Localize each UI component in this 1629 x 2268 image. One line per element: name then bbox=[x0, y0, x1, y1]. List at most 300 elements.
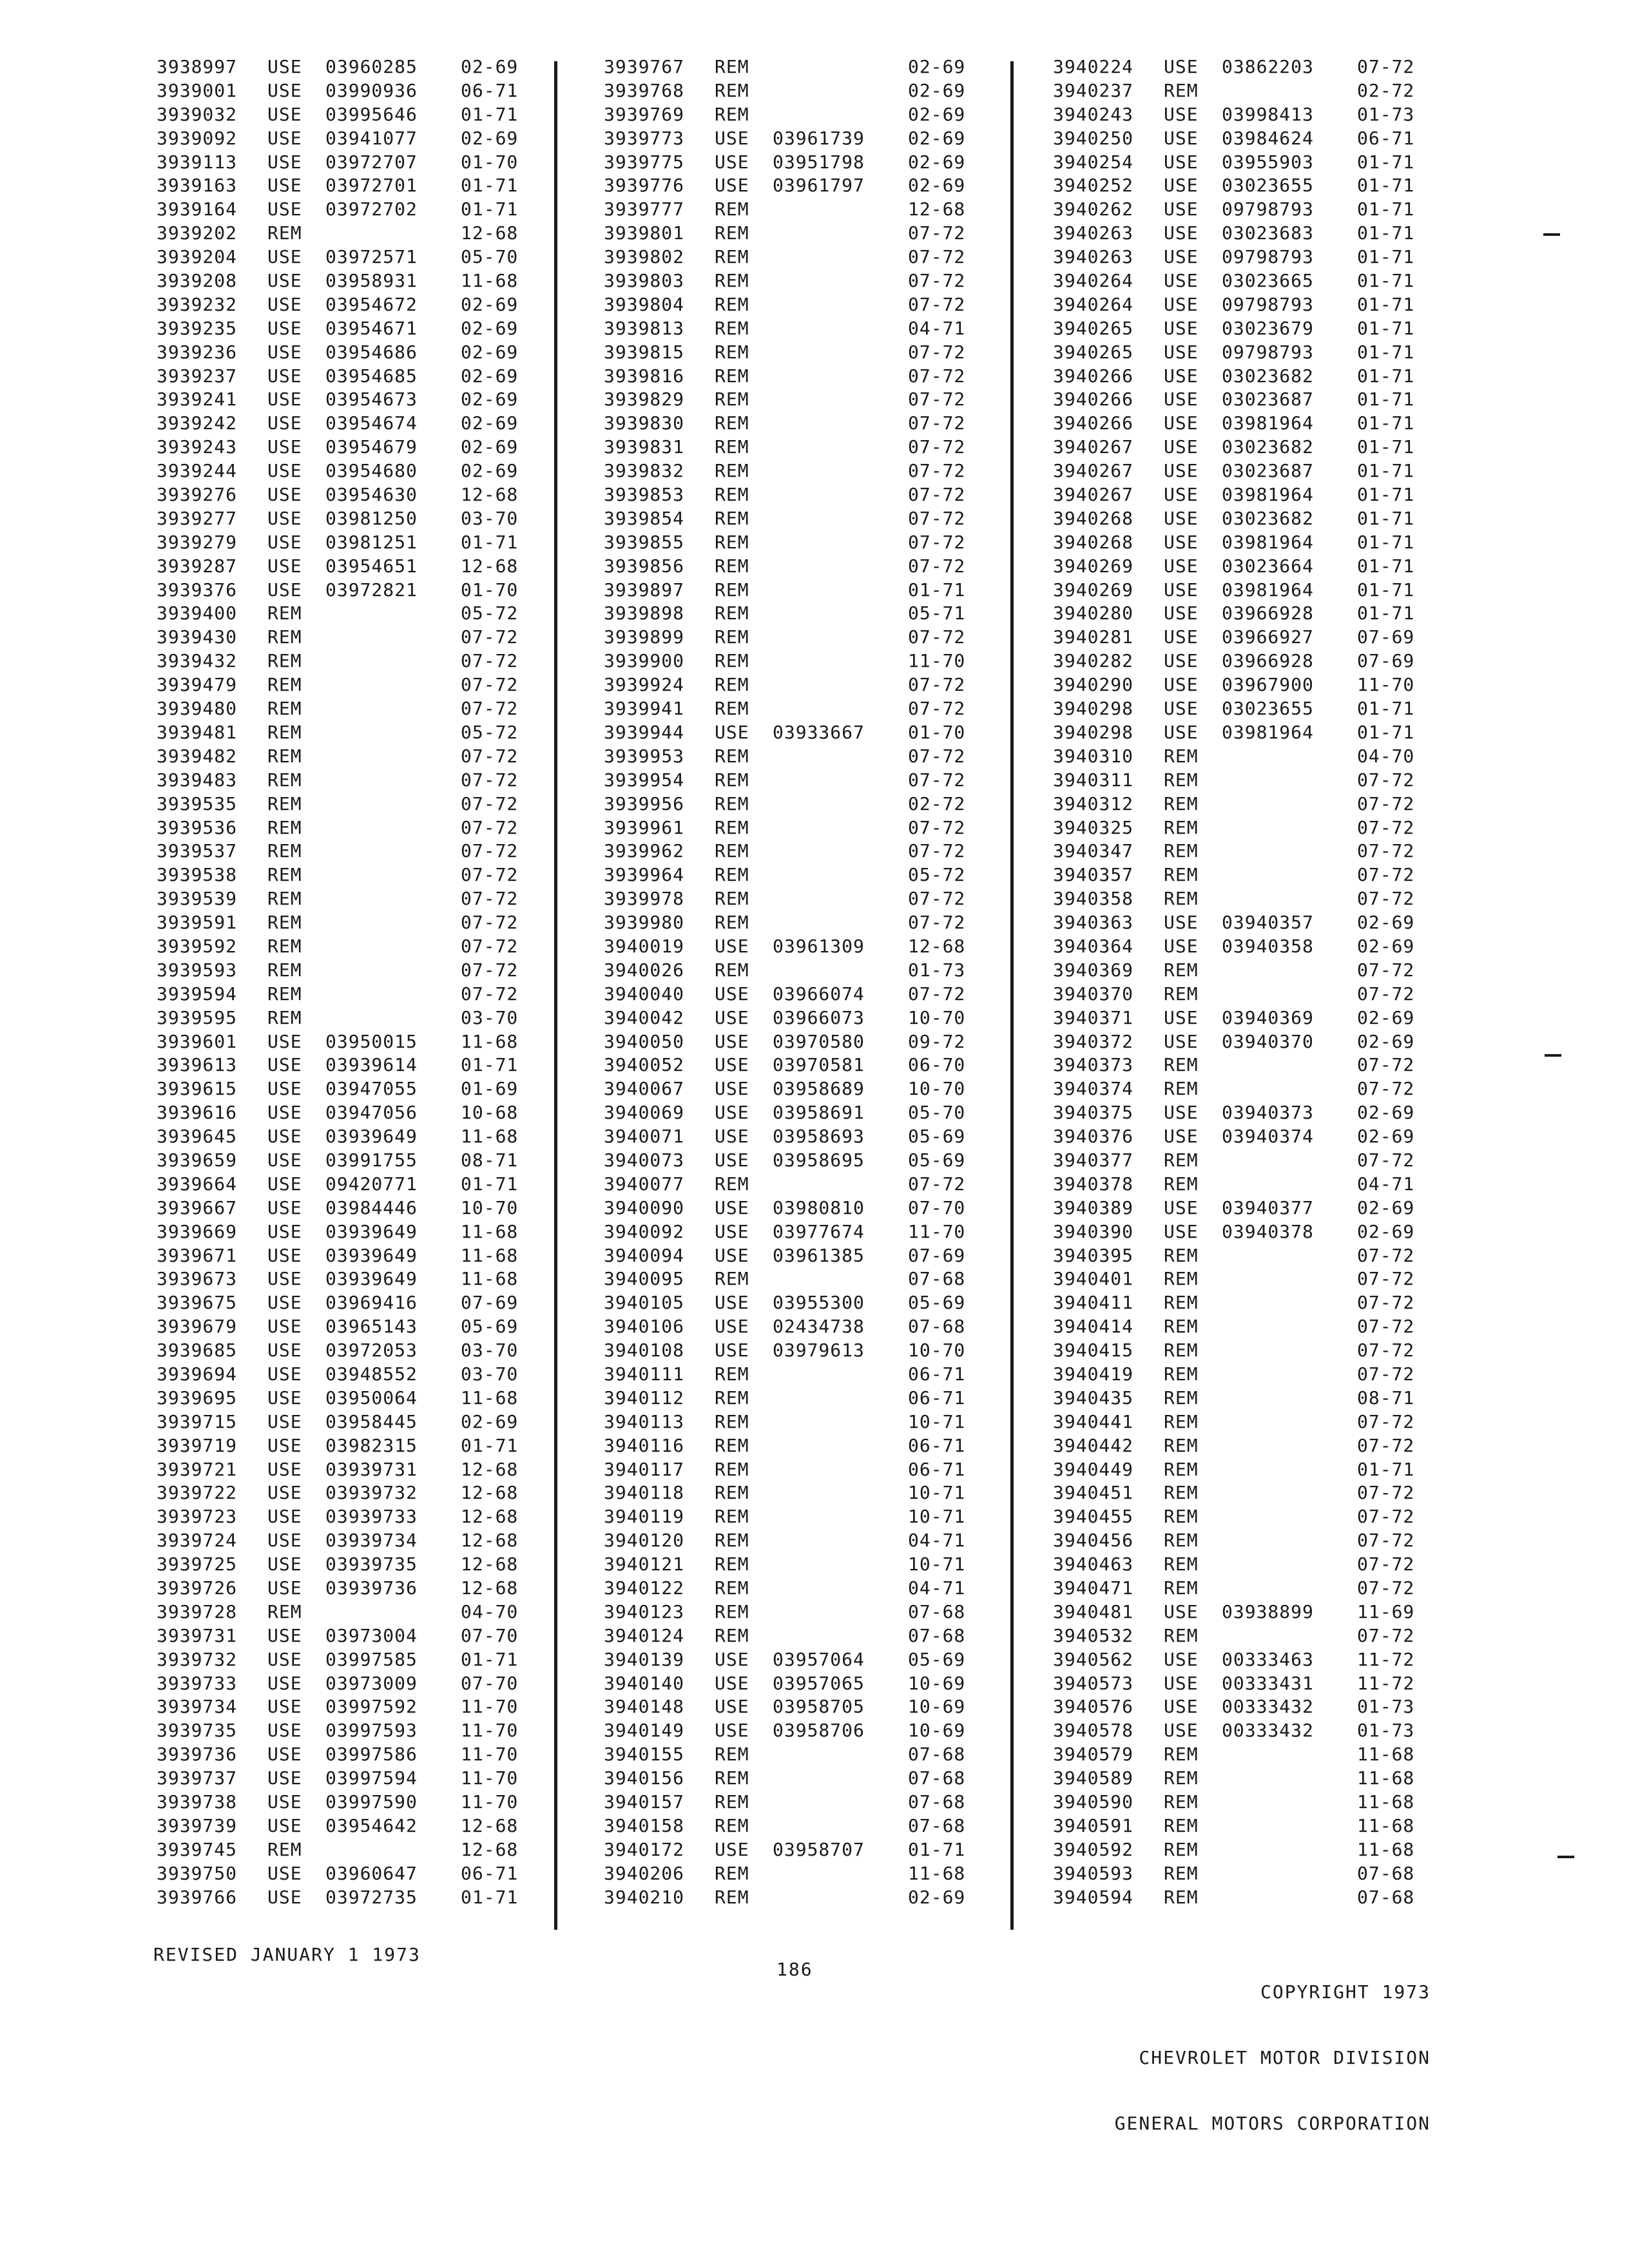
part-number: 3939615 bbox=[157, 1078, 238, 1100]
action-code: USE bbox=[715, 1696, 749, 1718]
effective-date: 01-73 bbox=[908, 959, 966, 981]
action-code: REM bbox=[1164, 1838, 1199, 1860]
part-row bbox=[157, 1814, 538, 1838]
part-number: 3940266 bbox=[1053, 412, 1134, 434]
effective-date: 02-69 bbox=[908, 127, 966, 149]
effective-date: 10-71 bbox=[908, 1482, 966, 1504]
part-row bbox=[157, 1077, 538, 1101]
part-number: 3939855 bbox=[604, 531, 685, 553]
part-number: 3940369 bbox=[1053, 959, 1134, 981]
action-code: USE bbox=[715, 1316, 749, 1338]
action-code: REM bbox=[267, 222, 302, 244]
part-row bbox=[1053, 459, 1434, 483]
replacement-number: 03981964 bbox=[1222, 484, 1314, 506]
effective-date: 01-71 bbox=[1357, 436, 1415, 458]
action-code: REM bbox=[1164, 840, 1199, 862]
part-row bbox=[1053, 483, 1434, 507]
effective-date: 07-72 bbox=[908, 745, 966, 767]
part-number: 3940414 bbox=[1053, 1316, 1134, 1338]
action-code: REM bbox=[267, 1600, 302, 1622]
part-row bbox=[1053, 1695, 1434, 1719]
action-code: USE bbox=[267, 1220, 302, 1242]
effective-date: 01-73 bbox=[1357, 103, 1415, 125]
part-row bbox=[604, 1624, 985, 1648]
action-code: USE bbox=[267, 460, 302, 482]
part-number: 3940106 bbox=[604, 1316, 685, 1338]
part-number: 3940374 bbox=[1053, 1078, 1134, 1100]
part-row bbox=[1053, 769, 1434, 793]
replacement-number: 03966928 bbox=[1222, 602, 1314, 624]
part-number: 3940363 bbox=[1053, 912, 1134, 934]
effective-date: 06-71 bbox=[461, 1862, 519, 1884]
effective-date: 01-71 bbox=[1357, 151, 1415, 173]
effective-date: 07-72 bbox=[1357, 1078, 1415, 1100]
replacement-number: 09420771 bbox=[325, 1173, 418, 1195]
replacement-number: 03940378 bbox=[1222, 1220, 1314, 1242]
part-number: 3939536 bbox=[157, 816, 238, 838]
part-number: 3939667 bbox=[157, 1196, 238, 1218]
replacement-number: 03969416 bbox=[325, 1292, 418, 1314]
action-code: REM bbox=[267, 721, 302, 743]
effective-date: 10-70 bbox=[461, 1196, 519, 1218]
part-row bbox=[1053, 1339, 1434, 1363]
action-code: USE bbox=[267, 1814, 302, 1836]
part-number: 3940312 bbox=[1053, 793, 1134, 814]
action-code: USE bbox=[267, 436, 302, 458]
part-number: 3939724 bbox=[157, 1530, 238, 1552]
action-code: USE bbox=[715, 175, 749, 197]
part-number: 3939163 bbox=[157, 175, 238, 197]
action-code: USE bbox=[267, 270, 302, 292]
part-number: 3939726 bbox=[157, 1577, 238, 1599]
part-number: 3939537 bbox=[157, 840, 238, 862]
part-row bbox=[604, 459, 985, 483]
part-row bbox=[604, 1173, 985, 1196]
part-row bbox=[157, 531, 538, 555]
action-code: USE bbox=[1164, 293, 1199, 315]
part-number: 3940073 bbox=[604, 1149, 685, 1171]
replacement-number: 03023655 bbox=[1222, 175, 1314, 197]
replacement-number: 03940358 bbox=[1222, 935, 1314, 957]
part-number: 3940019 bbox=[604, 935, 685, 957]
effective-date: 02-69 bbox=[908, 56, 966, 77]
part-number: 3939235 bbox=[157, 317, 238, 339]
replacement-number: 03939732 bbox=[325, 1482, 418, 1504]
effective-date: 07-72 bbox=[1357, 1410, 1415, 1432]
effective-date: 07-72 bbox=[908, 246, 966, 268]
part-number: 3940042 bbox=[604, 1006, 685, 1028]
part-row bbox=[157, 579, 538, 602]
part-row bbox=[1053, 127, 1434, 151]
part-row bbox=[157, 459, 538, 483]
part-number: 3940573 bbox=[1053, 1672, 1134, 1694]
action-code: REM bbox=[715, 1173, 749, 1195]
action-code: REM bbox=[715, 531, 749, 553]
action-code: USE bbox=[267, 1791, 302, 1813]
part-row bbox=[1053, 745, 1434, 769]
part-number: 3939767 bbox=[604, 56, 685, 77]
replacement-number: 03938899 bbox=[1222, 1600, 1314, 1622]
part-row bbox=[157, 1220, 538, 1244]
action-code: REM bbox=[715, 769, 749, 791]
action-code: REM bbox=[1164, 1410, 1199, 1432]
action-code: REM bbox=[715, 1268, 749, 1290]
part-number: 3939768 bbox=[604, 79, 685, 101]
replacement-number: 03939735 bbox=[325, 1553, 418, 1575]
part-number: 3940377 bbox=[1053, 1149, 1134, 1171]
action-code: USE bbox=[1164, 1006, 1199, 1028]
replacement-number: 03965143 bbox=[325, 1316, 418, 1338]
replacement-number: 03940357 bbox=[1222, 912, 1314, 934]
part-number: 3939815 bbox=[604, 341, 685, 363]
effective-date: 01-71 bbox=[1357, 698, 1415, 720]
effective-date: 01-71 bbox=[461, 1054, 519, 1076]
part-number: 3940108 bbox=[604, 1340, 685, 1361]
part-row bbox=[1053, 887, 1434, 911]
effective-date: 01-73 bbox=[1357, 1696, 1415, 1718]
replacement-number: 03940373 bbox=[1222, 1102, 1314, 1124]
part-row bbox=[1053, 1030, 1434, 1054]
effective-date: 07-72 bbox=[908, 293, 966, 315]
replacement-number: 03023655 bbox=[1222, 698, 1314, 720]
action-code: USE bbox=[267, 1482, 302, 1504]
replacement-number: 03970581 bbox=[773, 1054, 865, 1076]
part-number: 3940155 bbox=[604, 1744, 685, 1765]
effective-date: 07-72 bbox=[1357, 1482, 1415, 1504]
copyright-block bbox=[1115, 1937, 1431, 2157]
replacement-number: 03972821 bbox=[325, 579, 418, 601]
replacement-number: 03966928 bbox=[1222, 650, 1314, 672]
part-row bbox=[1053, 436, 1434, 459]
effective-date: 07-72 bbox=[908, 389, 966, 410]
replacement-number: 03972707 bbox=[325, 151, 418, 173]
part-row bbox=[157, 1648, 538, 1672]
effective-date: 07-72 bbox=[461, 650, 519, 672]
part-row bbox=[604, 911, 985, 935]
part-row bbox=[1053, 1196, 1434, 1220]
part-number: 3940373 bbox=[1053, 1054, 1134, 1076]
effective-date: 01-71 bbox=[1357, 198, 1415, 220]
action-code: USE bbox=[267, 531, 302, 553]
action-code: USE bbox=[267, 1577, 302, 1599]
effective-date: 01-71 bbox=[1357, 389, 1415, 410]
effective-date: 10-69 bbox=[908, 1696, 966, 1718]
effective-date: 02-69 bbox=[1357, 1006, 1415, 1028]
part-row bbox=[157, 365, 538, 389]
part-number: 3939813 bbox=[604, 317, 685, 339]
part-number: 3939721 bbox=[157, 1458, 238, 1480]
action-code: USE bbox=[267, 151, 302, 173]
part-number: 3938997 bbox=[157, 56, 238, 77]
part-number: 3939735 bbox=[157, 1720, 238, 1742]
replacement-number: 03954686 bbox=[325, 341, 418, 363]
action-code: USE bbox=[715, 1054, 749, 1076]
effective-date: 10-69 bbox=[908, 1672, 966, 1694]
part-row bbox=[157, 55, 538, 79]
part-row bbox=[604, 1410, 985, 1434]
part-number: 3940050 bbox=[604, 1030, 685, 1052]
part-row bbox=[1053, 1363, 1434, 1387]
part-row bbox=[604, 483, 985, 507]
replacement-number: 03960285 bbox=[325, 56, 418, 77]
part-number: 3939956 bbox=[604, 793, 685, 814]
part-number: 3940157 bbox=[604, 1791, 685, 1813]
action-code: REM bbox=[1164, 1149, 1199, 1171]
effective-date: 11-68 bbox=[461, 1126, 519, 1148]
effective-date: 11-68 bbox=[908, 1862, 966, 1884]
part-number: 3940119 bbox=[604, 1506, 685, 1528]
action-code: REM bbox=[715, 412, 749, 434]
action-code: REM bbox=[715, 484, 749, 506]
part-row bbox=[604, 1862, 985, 1886]
part-row bbox=[157, 1577, 538, 1600]
part-row bbox=[1053, 911, 1434, 935]
part-number: 3939616 bbox=[157, 1102, 238, 1124]
part-number: 3940263 bbox=[1053, 246, 1134, 268]
effective-date: 12-68 bbox=[461, 1838, 519, 1860]
part-number: 3940116 bbox=[604, 1434, 685, 1456]
effective-date: 04-71 bbox=[908, 1577, 966, 1599]
part-number: 3939601 bbox=[157, 1030, 238, 1052]
part-number: 3940026 bbox=[604, 959, 685, 981]
action-code: REM bbox=[267, 816, 302, 838]
effective-date: 07-72 bbox=[461, 840, 519, 862]
effective-date: 05-70 bbox=[908, 1102, 966, 1124]
replacement-number: 03981251 bbox=[325, 531, 418, 553]
part-row bbox=[157, 1791, 538, 1814]
action-code: REM bbox=[715, 270, 749, 292]
part-number: 3940094 bbox=[604, 1244, 685, 1266]
part-row bbox=[157, 388, 538, 412]
action-code: REM bbox=[267, 698, 302, 720]
effective-date: 05-69 bbox=[461, 1316, 519, 1338]
part-row bbox=[1053, 222, 1434, 245]
part-row bbox=[1053, 1006, 1434, 1030]
action-code: USE bbox=[267, 1720, 302, 1742]
replacement-number: 03958445 bbox=[325, 1410, 418, 1432]
effective-date: 07-68 bbox=[1357, 1886, 1415, 1908]
part-number: 3939276 bbox=[157, 484, 238, 506]
part-row bbox=[1053, 1529, 1434, 1553]
action-code: USE bbox=[267, 1862, 302, 1884]
action-code: USE bbox=[715, 1149, 749, 1171]
action-code: REM bbox=[267, 745, 302, 767]
part-number: 3940077 bbox=[604, 1173, 685, 1195]
action-code: USE bbox=[1164, 650, 1199, 672]
action-code: REM bbox=[267, 983, 302, 1004]
effective-date: 11-68 bbox=[461, 270, 519, 292]
effective-date: 11-70 bbox=[1357, 674, 1415, 696]
part-number: 3940591 bbox=[1053, 1814, 1134, 1836]
part-number: 3939595 bbox=[157, 1006, 238, 1028]
action-code: REM bbox=[1164, 79, 1199, 101]
part-number: 3939679 bbox=[157, 1316, 238, 1338]
action-code: REM bbox=[715, 246, 749, 268]
part-row bbox=[604, 1695, 985, 1719]
action-code: REM bbox=[1164, 1791, 1199, 1813]
part-number: 3940415 bbox=[1053, 1340, 1134, 1361]
action-code: REM bbox=[1164, 1482, 1199, 1504]
replacement-number: 03972053 bbox=[325, 1340, 418, 1361]
part-row bbox=[604, 697, 985, 721]
action-code: USE bbox=[267, 293, 302, 315]
effective-date: 02-72 bbox=[908, 793, 966, 814]
action-code: REM bbox=[1164, 959, 1199, 981]
copyright-line: CHEVROLET MOTOR DIVISION bbox=[1139, 2047, 1431, 2068]
part-row bbox=[157, 1339, 538, 1363]
part-row bbox=[1053, 1672, 1434, 1696]
action-code: USE bbox=[267, 103, 302, 125]
action-code: REM bbox=[715, 745, 749, 767]
part-number: 3939432 bbox=[157, 650, 238, 672]
action-code: USE bbox=[1164, 151, 1199, 173]
replacement-number: 03957064 bbox=[773, 1648, 865, 1670]
part-row bbox=[157, 816, 538, 840]
part-number: 3939592 bbox=[157, 935, 238, 957]
part-row bbox=[604, 1458, 985, 1482]
replacement-number: 03947055 bbox=[325, 1078, 418, 1100]
action-code: REM bbox=[1164, 1744, 1199, 1765]
part-row bbox=[1053, 697, 1434, 721]
part-row bbox=[604, 1125, 985, 1149]
part-row bbox=[604, 1077, 985, 1101]
part-row bbox=[157, 1719, 538, 1743]
part-number: 3940069 bbox=[604, 1102, 685, 1124]
effective-date: 07-69 bbox=[461, 1292, 519, 1314]
part-number: 3940206 bbox=[604, 1862, 685, 1884]
part-number: 3939244 bbox=[157, 460, 238, 482]
part-number: 3939208 bbox=[157, 270, 238, 292]
part-row bbox=[1053, 649, 1434, 673]
part-number: 3940298 bbox=[1053, 698, 1134, 720]
part-number: 3939241 bbox=[157, 389, 238, 410]
part-row bbox=[1053, 1387, 1434, 1410]
effective-date: 05-72 bbox=[461, 602, 519, 624]
action-code: REM bbox=[715, 793, 749, 814]
part-row bbox=[604, 793, 985, 816]
copyright-line: COPYRIGHT 1973 bbox=[1260, 1981, 1431, 2003]
part-row bbox=[1053, 269, 1434, 293]
parts-column-1 bbox=[157, 55, 538, 1909]
action-code: REM bbox=[715, 222, 749, 244]
action-code: REM bbox=[1164, 1553, 1199, 1575]
action-code: REM bbox=[267, 1838, 302, 1860]
part-row bbox=[604, 1267, 985, 1291]
part-number: 3940419 bbox=[1053, 1363, 1134, 1385]
effective-date: 01-71 bbox=[1357, 222, 1415, 244]
action-code: REM bbox=[715, 1530, 749, 1552]
part-number: 3940112 bbox=[604, 1387, 685, 1408]
action-code: USE bbox=[267, 1506, 302, 1528]
effective-date: 07-72 bbox=[908, 816, 966, 838]
replacement-number: 03862203 bbox=[1222, 56, 1314, 77]
part-number: 3940262 bbox=[1053, 198, 1134, 220]
replacement-number: 03966074 bbox=[773, 983, 865, 1004]
effective-date: 01-71 bbox=[1357, 365, 1415, 387]
part-row bbox=[604, 531, 985, 555]
effective-date: 01-71 bbox=[461, 175, 519, 197]
part-number: 3939400 bbox=[157, 602, 238, 624]
action-code: USE bbox=[267, 555, 302, 577]
action-code: REM bbox=[715, 555, 749, 577]
part-row bbox=[1053, 1838, 1434, 1862]
part-row bbox=[604, 863, 985, 887]
effective-date: 07-72 bbox=[908, 270, 966, 292]
effective-date: 10-71 bbox=[908, 1506, 966, 1528]
effective-date: 11-68 bbox=[1357, 1814, 1415, 1836]
effective-date: 12-68 bbox=[461, 1577, 519, 1599]
effective-date: 11-68 bbox=[461, 1030, 519, 1052]
effective-date: 01-71 bbox=[1357, 531, 1415, 553]
action-code: USE bbox=[715, 1006, 749, 1028]
effective-date: 04-71 bbox=[908, 317, 966, 339]
effective-date: 07-72 bbox=[908, 769, 966, 791]
action-code: USE bbox=[267, 1530, 302, 1552]
revised-date: REVISED JANUARY 1 1973 bbox=[153, 1944, 421, 1965]
action-code: USE bbox=[1164, 674, 1199, 696]
part-row bbox=[604, 1434, 985, 1458]
action-code: USE bbox=[267, 1434, 302, 1456]
action-code: USE bbox=[267, 1458, 302, 1480]
part-number: 3939723 bbox=[157, 1506, 238, 1528]
action-code: USE bbox=[715, 1340, 749, 1361]
effective-date: 01-71 bbox=[1357, 579, 1415, 601]
effective-date: 01-71 bbox=[1357, 602, 1415, 624]
part-row bbox=[604, 222, 985, 245]
effective-date: 02-69 bbox=[1357, 1220, 1415, 1242]
part-row bbox=[1053, 1719, 1434, 1743]
part-row bbox=[1053, 793, 1434, 816]
part-number: 3940140 bbox=[604, 1672, 685, 1694]
action-code: USE bbox=[1164, 935, 1199, 957]
part-row bbox=[1053, 1220, 1434, 1244]
effective-date: 07-72 bbox=[461, 935, 519, 957]
effective-date: 07-72 bbox=[1357, 1268, 1415, 1290]
effective-date: 11-72 bbox=[1357, 1648, 1415, 1670]
part-number: 3939732 bbox=[157, 1648, 238, 1670]
replacement-number: 03958707 bbox=[773, 1838, 865, 1860]
part-row bbox=[157, 745, 538, 769]
action-code: REM bbox=[715, 1791, 749, 1813]
action-code: USE bbox=[715, 1672, 749, 1694]
effective-date: 07-72 bbox=[1357, 1316, 1415, 1338]
part-number: 3939736 bbox=[157, 1744, 238, 1765]
replacement-number: 03973004 bbox=[325, 1624, 418, 1646]
part-row bbox=[157, 983, 538, 1006]
part-number: 3940092 bbox=[604, 1220, 685, 1242]
part-row bbox=[157, 269, 538, 293]
part-number: 3940148 bbox=[604, 1696, 685, 1718]
action-code: USE bbox=[267, 1886, 302, 1908]
action-code: USE bbox=[715, 1720, 749, 1742]
effective-date: 07-72 bbox=[908, 460, 966, 482]
part-number: 3940378 bbox=[1053, 1173, 1134, 1195]
action-code: REM bbox=[715, 389, 749, 410]
effective-date: 03-70 bbox=[461, 1006, 519, 1028]
effective-date: 11-70 bbox=[461, 1744, 519, 1765]
part-number: 3939430 bbox=[157, 626, 238, 648]
action-code: USE bbox=[715, 1102, 749, 1124]
effective-date: 07-72 bbox=[908, 912, 966, 934]
action-code: REM bbox=[267, 793, 302, 814]
effective-date: 07-72 bbox=[1357, 1506, 1415, 1528]
effective-date: 07-72 bbox=[908, 484, 966, 506]
effective-date: 11-70 bbox=[461, 1696, 519, 1718]
part-row bbox=[604, 1363, 985, 1387]
part-number: 3940290 bbox=[1053, 674, 1134, 696]
effective-date: 07-72 bbox=[1357, 983, 1415, 1004]
replacement-number: 03939734 bbox=[325, 1530, 418, 1552]
